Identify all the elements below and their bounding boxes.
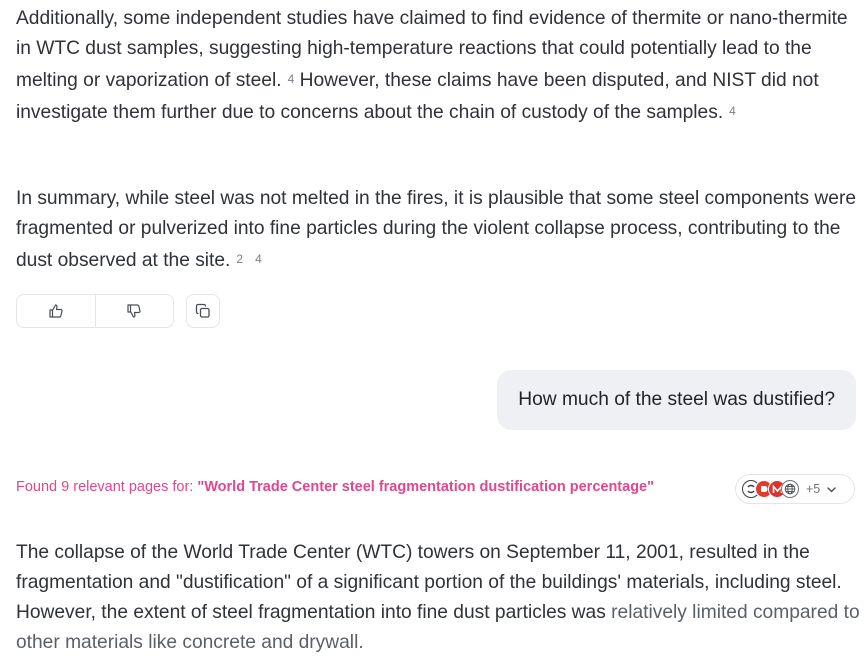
response-paragraph-1 — [16, 4, 861, 128]
more-sources-count: +5 — [806, 482, 821, 496]
paragraph-text-faded: relatively limited compared to other materials like concrete and drywall. — [16, 602, 860, 653]
citation-link[interactable]: 4 — [729, 104, 736, 118]
response-paragraph-2 — [16, 184, 861, 276]
citation-link[interactable]: 2 — [236, 252, 244, 266]
copy-icon — [195, 303, 211, 319]
paragraph-text: In summary, while steel was not melted in the fires, it is plausible that some steel components were fragmented or pulverized into fine particles during the violent collapse process, contributing to the dust observed at the site. — [16, 188, 857, 271]
source-favicons — [742, 480, 794, 498]
response-paragraph-3 — [16, 538, 861, 658]
paragraph-text: However, these claims have been disputed, and NIST did not investigate them further due to concerns about the chain of custody of the samples. — [16, 70, 819, 123]
user-message-bubble — [497, 370, 856, 430]
search-status — [16, 479, 654, 495]
thumbs-up-icon — [48, 303, 64, 319]
user-message-text: How much of the steel was dustified? — [518, 389, 835, 410]
search-status-prefix: Found 9 relevant pages for: — [16, 479, 198, 495]
citation-link[interactable]: 4 — [287, 72, 295, 86]
chevron-down-icon — [826, 484, 837, 495]
thumbs-down-icon — [126, 303, 142, 319]
globe-icon — [784, 483, 796, 495]
citation-link[interactable]: 4 — [255, 252, 262, 266]
feedback-buttons — [16, 294, 174, 328]
source-favicon-globe — [781, 480, 799, 498]
sources-dropdown[interactable] — [735, 474, 855, 504]
copy-button[interactable] — [186, 294, 220, 328]
paragraph-text: The collapse of the World Trade Center (WTC) towers on September 11, 2001, resulted in the fragmentation and "dustification" of a significant portion of the buildings' materials, including steel. However, the extent of steel fragmentation into fine dust particles was — [16, 542, 842, 623]
thumbs-down-button[interactable] — [95, 295, 174, 327]
paragraph-text: Additionally, some independent studies have claimed to find evidence of thermite or nano-thermite in WTC dust samples, suggesting high-temperature reactions that could potentially lead to the melting or vaporization of steel. — [16, 8, 848, 91]
search-query: "World Trade Center steel fragmentation dustification percentage" — [197, 479, 654, 495]
thumbs-up-button[interactable] — [17, 295, 95, 327]
